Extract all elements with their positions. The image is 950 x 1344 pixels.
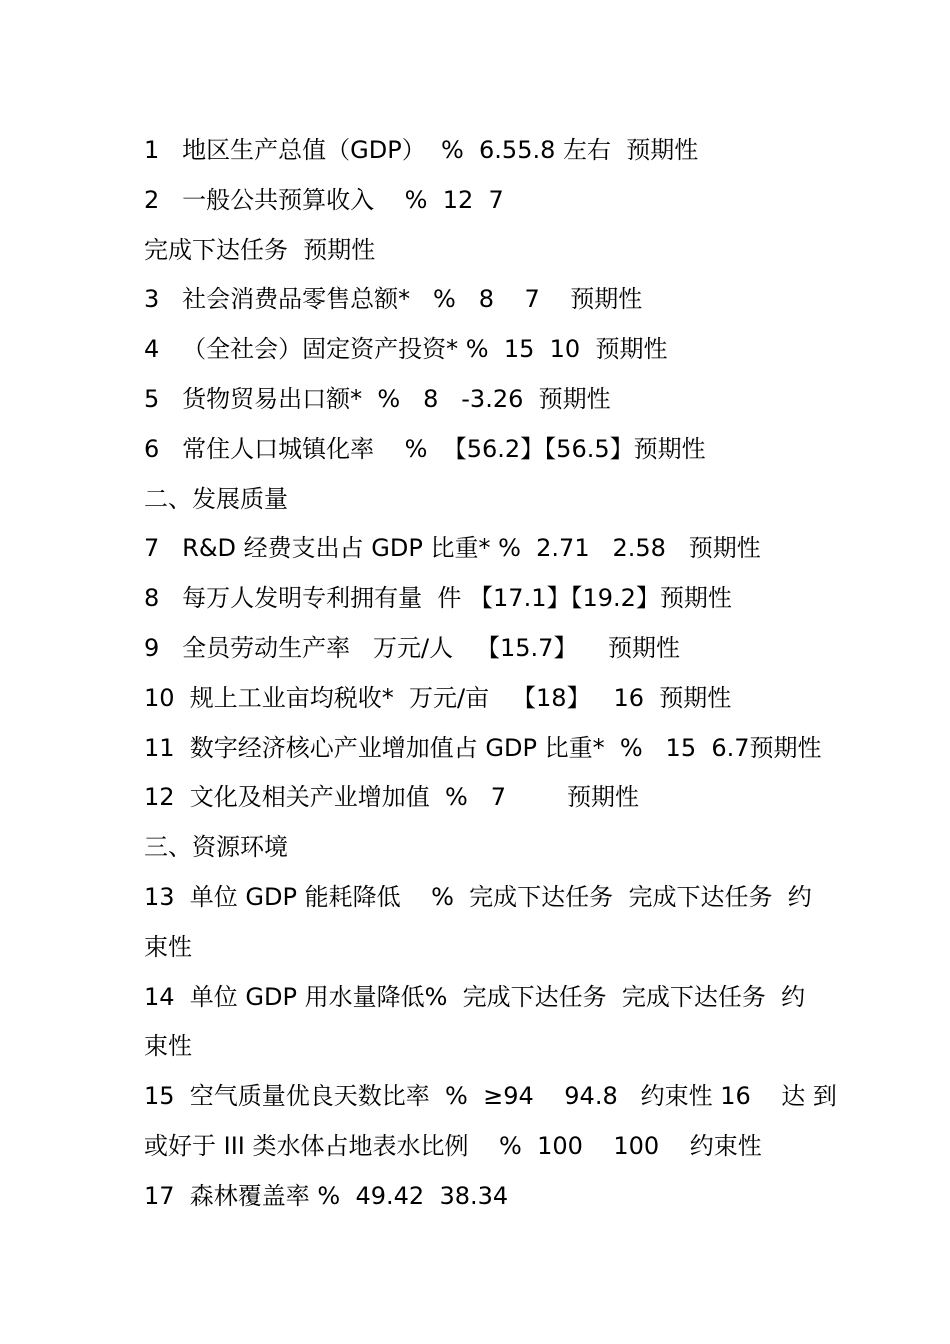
text-line: 2 一般公共预算收入 % 12 7: [144, 185, 504, 214]
text-line: 束性: [144, 1032, 192, 1061]
text-line: 13 单位 GDP 能耗降低 % 完成下达任务 完成下达任务 约: [144, 882, 812, 911]
text-line: 束性: [144, 932, 192, 961]
text-line: 11 数字经济核心产业增加值占 GDP 比重* % 15 6.7预期性: [144, 733, 822, 762]
text-line: 12 文化及相关产业增加值 % 7 预期性: [144, 783, 640, 812]
text-line: 完成下达任务 预期性: [144, 235, 376, 264]
text-line: 5 货物贸易出口额* % 8 -3.26 预期性: [144, 384, 611, 413]
text-line: 8 每万人发明专利拥有量 件 【17.1】【19.2】预期性: [144, 584, 732, 613]
text-line: 3 社会消费品零售总额* % 8 7 预期性: [144, 285, 643, 314]
text-line: 14 单位 GDP 用水量降低% 完成下达任务 完成下达任务 约: [144, 982, 806, 1011]
section-heading: 二、发展质量: [144, 484, 288, 513]
text-line: 7 R&D 经费支出占 GDP 比重* % 2.71 2.58 预期性: [144, 534, 761, 563]
text-line: 6 常住人口城镇化率 % 【56.2】【56.5】预期性: [144, 434, 706, 463]
section-heading: 三、资源环境: [144, 833, 288, 862]
text-line: 或好于 III 类水体占地表水比例 % 100 100 约束性: [144, 1131, 762, 1160]
text-line: 4 （全社会）固定资产投资* % 15 10 预期性: [144, 335, 668, 364]
text-line: 1 地区生产总值（GDP） % 6.55.8 左右 预期性: [144, 136, 699, 164]
text-line: 15 空气质量优良天数比率 % ≥94 94.8 约束性 16 达 到: [144, 1082, 837, 1111]
text-line: 10 规上工业亩均税收* 万元/亩 【18】 16 预期性: [144, 683, 732, 712]
document-body: [144, 126, 837, 1222]
text-line: 17 森林覆盖率 % 49.42 38.34: [144, 1181, 509, 1210]
text-line: 9 全员劳动生产率 万元/人 【15.7】 预期性: [144, 633, 680, 662]
